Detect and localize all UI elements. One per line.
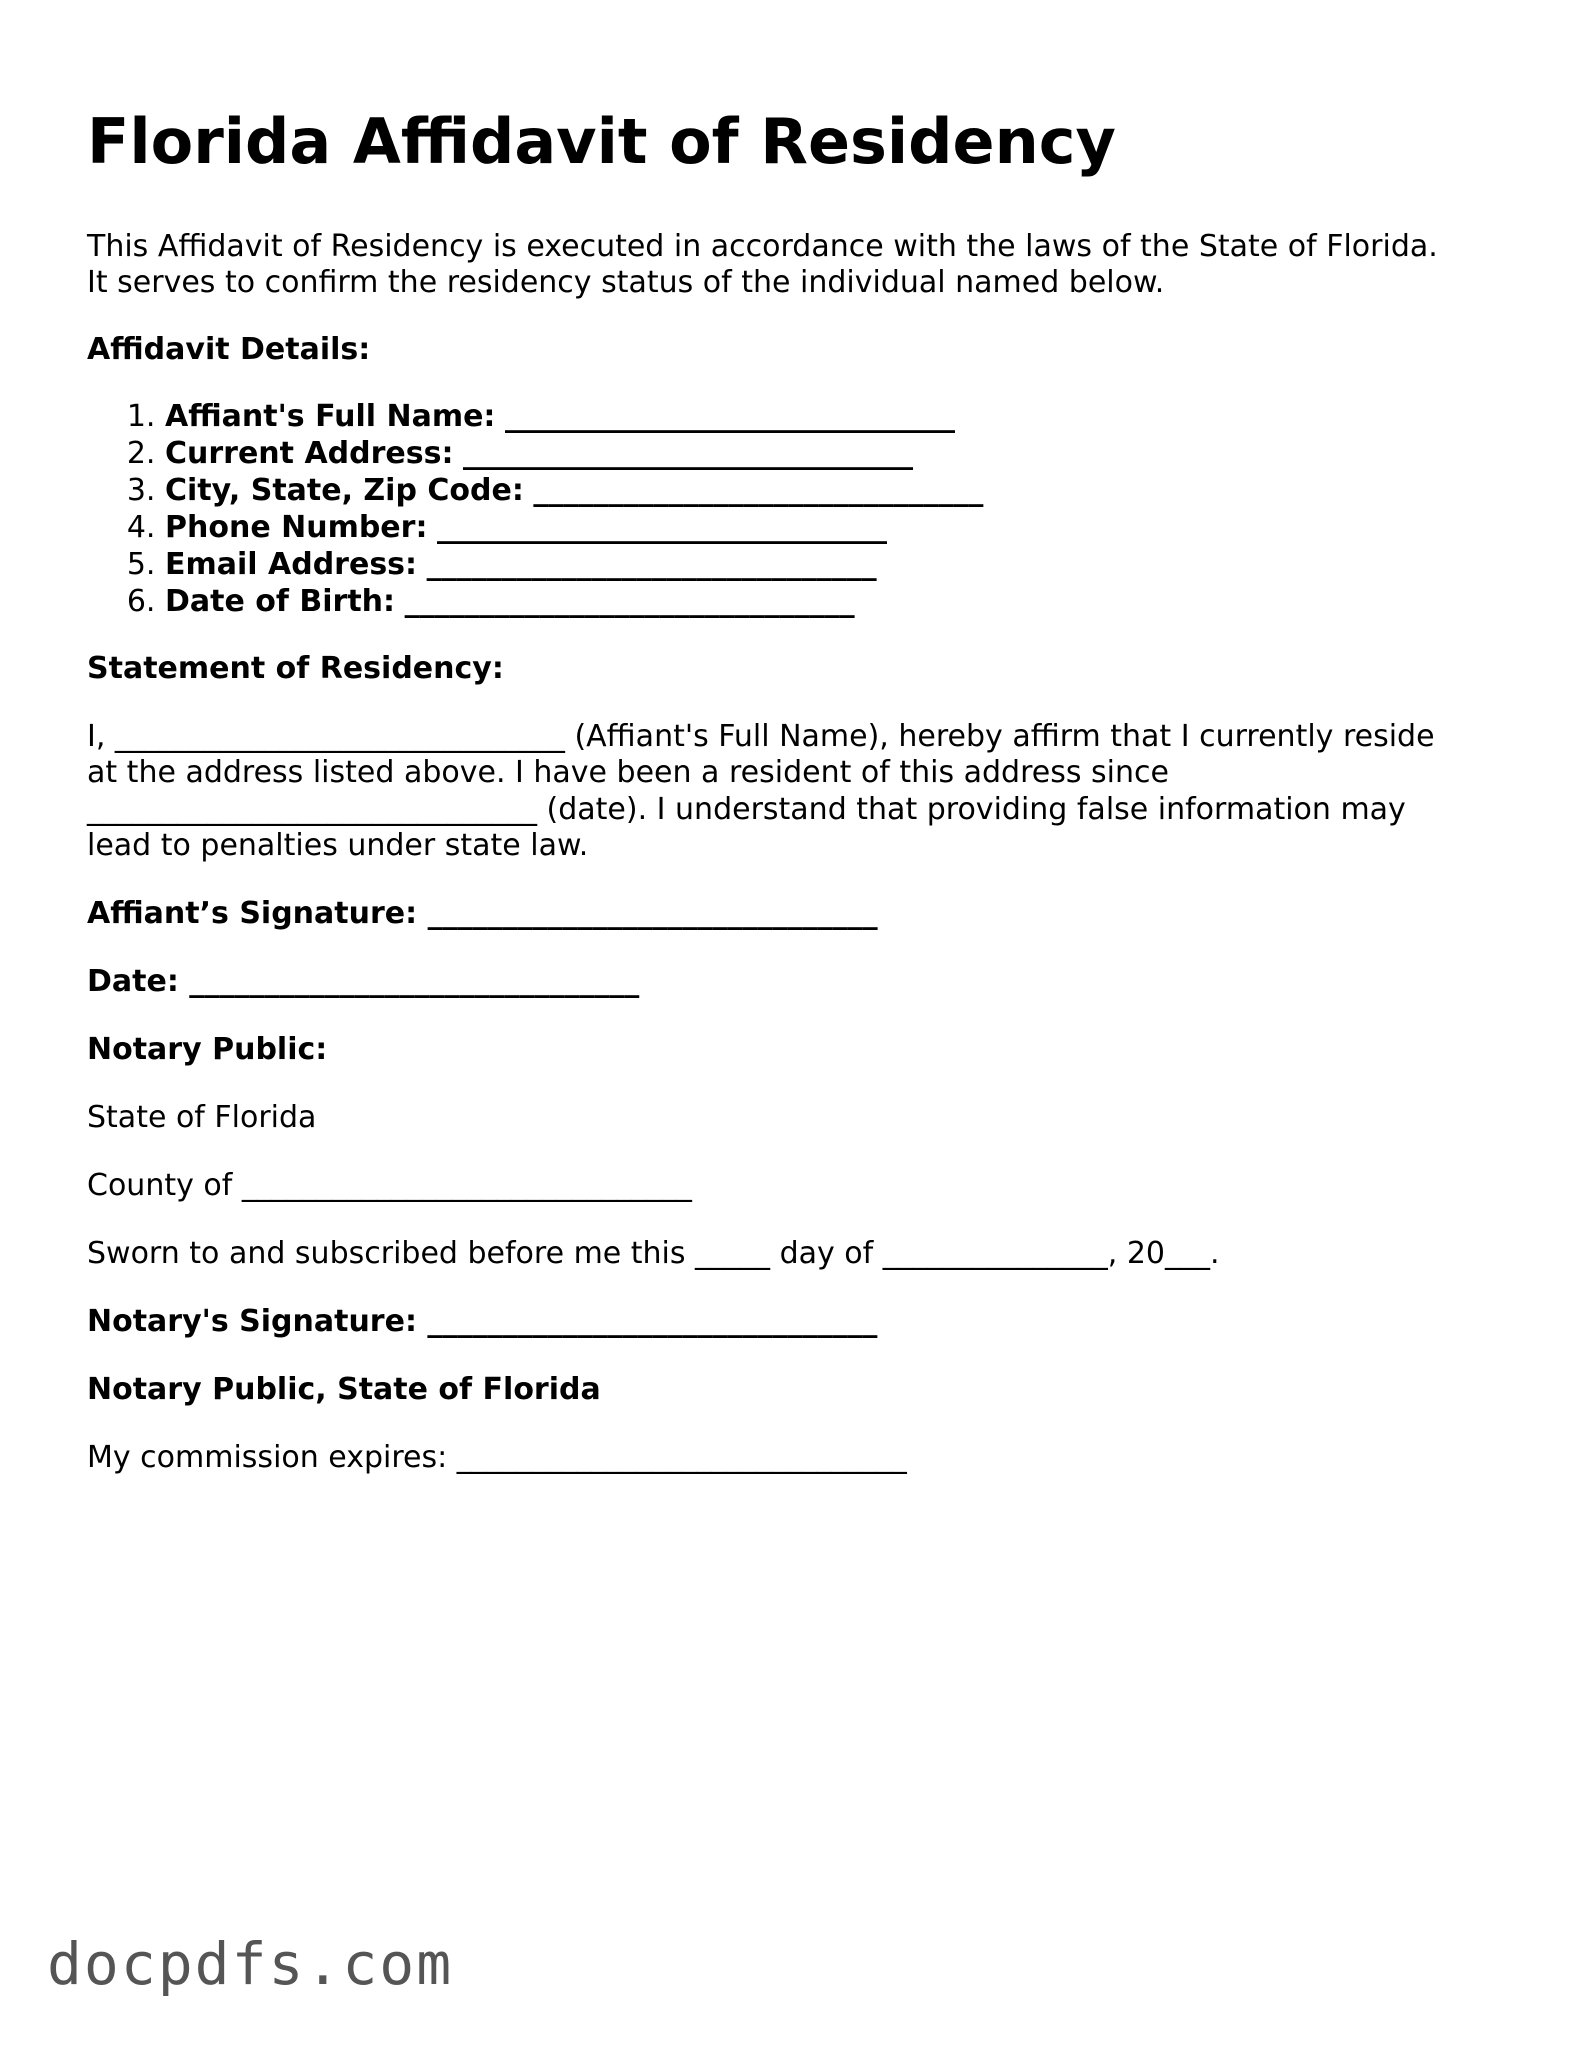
- notary-signature-label: Notary's Signature:: [87, 1304, 417, 1339]
- notary-signature-row: [87, 1303, 877, 1340]
- detail-blank[interactable]: ______________________________: [463, 436, 914, 471]
- document-title: Florida Affidavit of Residency: [87, 105, 1116, 178]
- state-line: State of Florida: [87, 1100, 317, 1135]
- details-heading: Affidavit Details:: [87, 332, 371, 367]
- detail-blank[interactable]: ______________________________: [533, 473, 984, 508]
- detail-label: Current Address:: [165, 436, 454, 471]
- intro-line-1: This Affidavit of Residency is executed in accordance with the laws of the State of Florida.: [87, 229, 1438, 264]
- date-blank[interactable]: ______________________________: [189, 964, 640, 999]
- affiant-signature-row: [87, 895, 878, 932]
- affiant-signature-label: Affiant’s Signature:: [87, 896, 418, 931]
- commission-line: My commission expires: ______________________________: [87, 1440, 907, 1475]
- intro-line-2: It serves to confirm the residency status of the individual named below.: [87, 265, 1165, 300]
- statement-line-1: I, ______________________________ (Affiant's Full Name), hereby affirm that I currently reside: [87, 719, 1435, 754]
- detail-item-email: [165, 546, 983, 583]
- detail-blank[interactable]: ______________________________: [504, 399, 955, 434]
- notary-signature-blank[interactable]: ______________________________: [427, 1304, 878, 1339]
- detail-item-dob: [165, 583, 983, 620]
- detail-label: City, State, Zip Code:: [165, 473, 524, 508]
- date-row: [87, 963, 639, 1000]
- detail-label: Affiant's Full Name:: [165, 399, 496, 434]
- detail-label: Email Address:: [165, 547, 418, 582]
- affiant-signature-blank[interactable]: ______________________________: [427, 896, 878, 931]
- detail-blank[interactable]: ______________________________: [437, 510, 887, 545]
- detail-item-address: [165, 435, 983, 472]
- detail-label: Date of Birth:: [165, 584, 396, 619]
- detail-item-full-name: [165, 398, 983, 435]
- statement-line-2: at the address listed above. I have been a resident of this address since: [87, 755, 1169, 790]
- detail-item-phone: [165, 509, 983, 546]
- sworn-line: Sworn to and subscribed before me this _____ day of _______________, 20___.: [87, 1236, 1220, 1271]
- detail-blank[interactable]: ______________________________: [426, 547, 877, 582]
- statement-line-4: lead to penalties under state law.: [87, 828, 589, 863]
- statement-line-3: ______________________________ (date). I understand that providing false information may: [87, 792, 1406, 827]
- detail-item-city-state-zip: [165, 472, 983, 509]
- county-line: County of ______________________________: [87, 1168, 692, 1203]
- detail-blank[interactable]: ______________________________: [404, 584, 855, 619]
- notary-heading: Notary Public:: [87, 1032, 328, 1067]
- watermark: docpdfs.com: [47, 1930, 454, 1998]
- statement-heading: Statement of Residency:: [87, 651, 504, 686]
- detail-label: Phone Number:: [165, 510, 428, 545]
- notary-state-heading: Notary Public, State of Florida: [87, 1372, 601, 1407]
- details-list: [87, 398, 983, 620]
- date-label: Date:: [87, 964, 179, 999]
